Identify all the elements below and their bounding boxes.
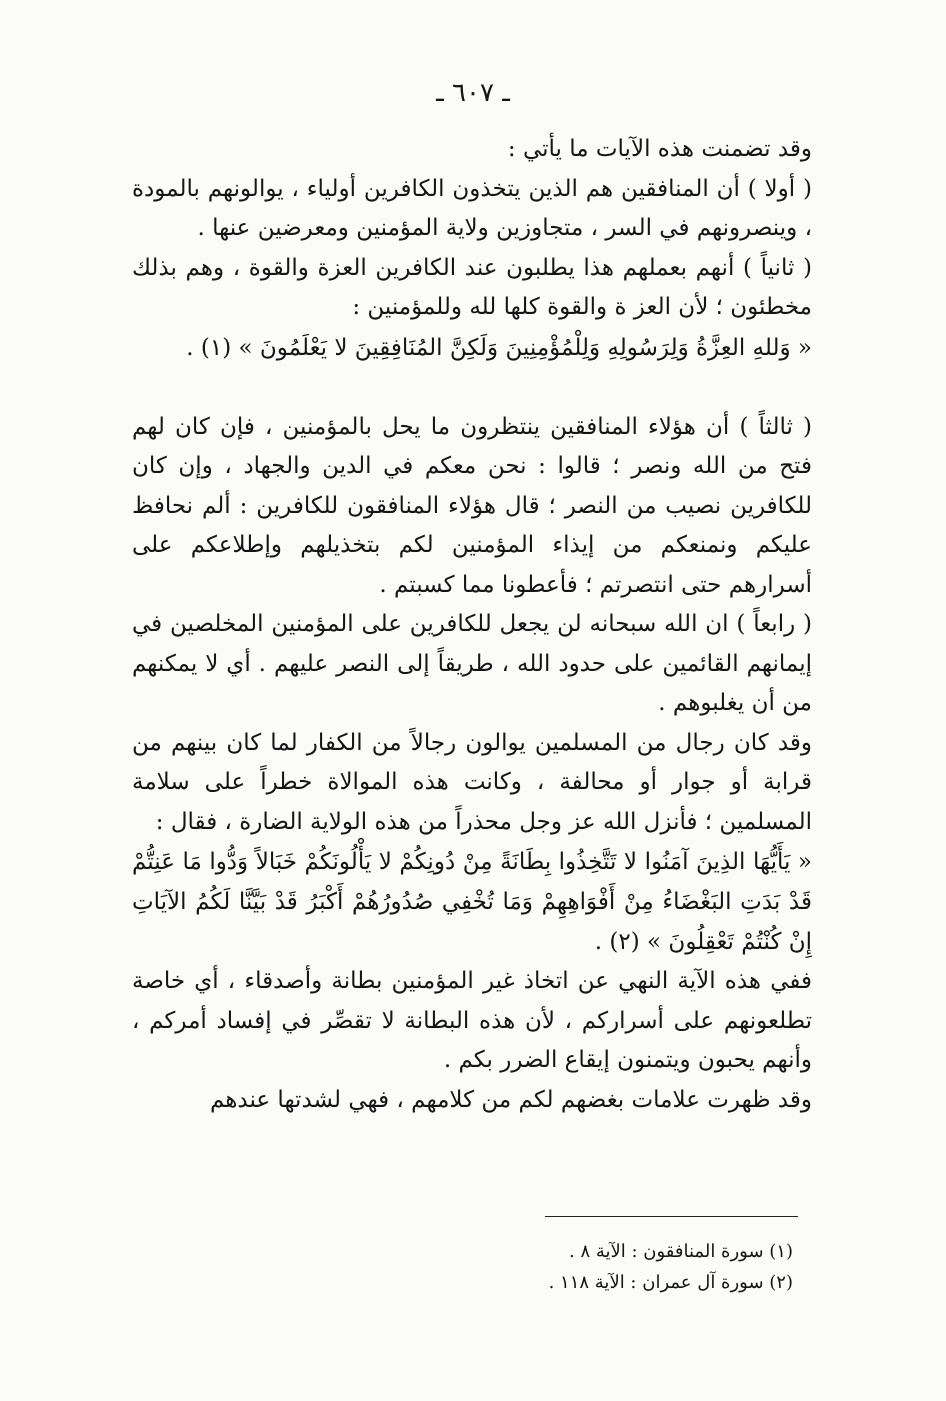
explanation-paragraph: ففي هذه الآية النهي عن اتخاذ غير المؤمنين بطانة وأصدقاء ، أي خاصة تطلعونهم على أسراركم ، لأن هذه البطانة لا تقصِّر في إفساد أمركم ، وأنهم يحبون ويتمنون إيقاع الضرر بكم . (132, 968, 812, 1073)
footnote-1: (١) سورة المنافقون : الآية ٨ . (569, 1241, 793, 1262)
intro-line: وقد تضمنت هذه الآيات ما يأتي : (507, 136, 812, 162)
point-third: ( ثالثاً ) أن هؤلاء المنافقين ينتظرون ما يحل بالمؤمنين ، فإن كان لهم فتح من الله ونصر ؛ قالوا : نحن معكم في الدين والجهاد ، وإن كان للكافرين نصيب من النصر ؛ قال هؤلاء المنافقون للكافرين : ألم نحافظ عليكم ونمنعكم من إيذاء المؤمنين لكم بتخذيلهم وإطلاعكم على أسرارهم حتى انتصرتم ؛ فأعطونا مما كسبتم . (132, 413, 812, 598)
quran-verse-2: « يَأَيُّهَا الذِينَ آمَنُوا لا تَتَّخِذُوا بِطَانَةً مِنْ دُونِكُمْ لا يَأْلُونَكُمْ خَبَالاً وَدُّوا مَا عَنِتُّمْ قَدْ بَدَتِ البَغْضَاءُ مِنْ أَفْوَاهِهِمْ وَمَا تُخْفِي صُدُورُهُمْ أَكْبَرُ قَدْ بَيَّنَّا لَكُمُ الآيَاتِ إِنْ كُنْتُمْ تَعْقِلُونَ » (٢) . (132, 849, 812, 955)
context-paragraph: وقد كان رجال من المسلمين يوالون رجالاً من الكفار لما كان بينهم من قرابة أو جوار أو محالفة ، وكانت هذه الموالاة خطراً على سلامة المسلمين ؛ فأنزل الله عز وجل محذراً من هذه الولاية الضارة ، فقال : (132, 729, 812, 835)
point-first: ( أولا ) أن المنافقين هم الذين يتخذون الكافرين أولياء ، يوالونهم بالمودة ، وينصرونهم في السر ، متجاوزين ولاية المؤمنين ومعرضين عنها . (132, 175, 812, 241)
page-number: ـ ٦٠٧ ـ (436, 78, 510, 108)
quran-verse-1: « وَللهِ العِزَّةُ وَلِرَسُولِهِ وَلِلْمُؤْمِنِينَ وَلَكِنَّ المُنَافِقِينَ لا يَعْلَمُونَ » (١) . (186, 334, 812, 361)
spacer (132, 368, 812, 408)
closing-line: وقد ظهرت علامات بغضهم لكم من كلامهم ، فهي لشدتها عندهم (209, 1086, 812, 1113)
footnote-2: (٢) سورة آل عمران : الآية ١١٨ . (548, 1272, 793, 1293)
point-second: ( ثانياً ) أنهم بعملهم هذا يطلبون عند الكافرين العزة والقوة ، وهم بذلك مخطئون ؛ لأن العز ة والقوة كلها لله وللمؤمنين : (132, 254, 812, 320)
footnote-divider (545, 1216, 798, 1217)
page-body (132, 130, 812, 1120)
point-fourth: ( رابعاً ) ان الله سبحانه لن يجعل للكافرين على المؤمنين المخلصين في إيمانهم القائمين على حدود الله ، طريقاً إلى النصر عليهم . أي لا يمكنهم من أن يغلبوهم . (132, 611, 812, 716)
footnotes (400, 1236, 793, 1298)
